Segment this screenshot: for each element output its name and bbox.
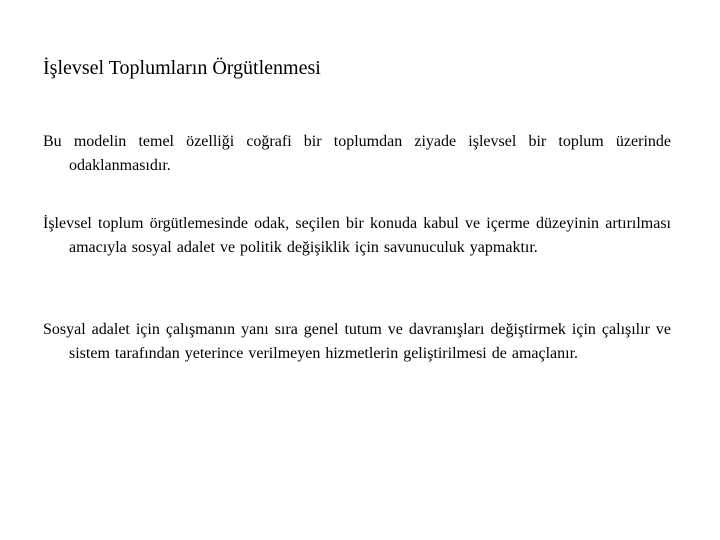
slide-title: İşlevsel Toplumların Örgütlenmesi — [43, 57, 321, 79]
paragraph-3: Sosyal adalet için çalışmanın yanı sıra genel tutum ve davranışları değiştirmek için çalışılır ve sistem tarafından yeterince verilmeyen hizmetlerin geliştirilmesi de amaçlanır. — [43, 321, 671, 362]
paragraph-2: İşlevsel toplum örgütlemesinde odak, seçilen bir konuda kabul ve içerme düzeyinin artırılması amacıyla sosyal adalet ve politik değişiklik için savunuculuk yapmaktır. — [43, 215, 671, 256]
paragraph-1: Bu modelin temel özelliği coğrafi bir toplumdan ziyade işlevsel bir toplum üzerinde odaklanmasıdır. — [43, 133, 671, 174]
